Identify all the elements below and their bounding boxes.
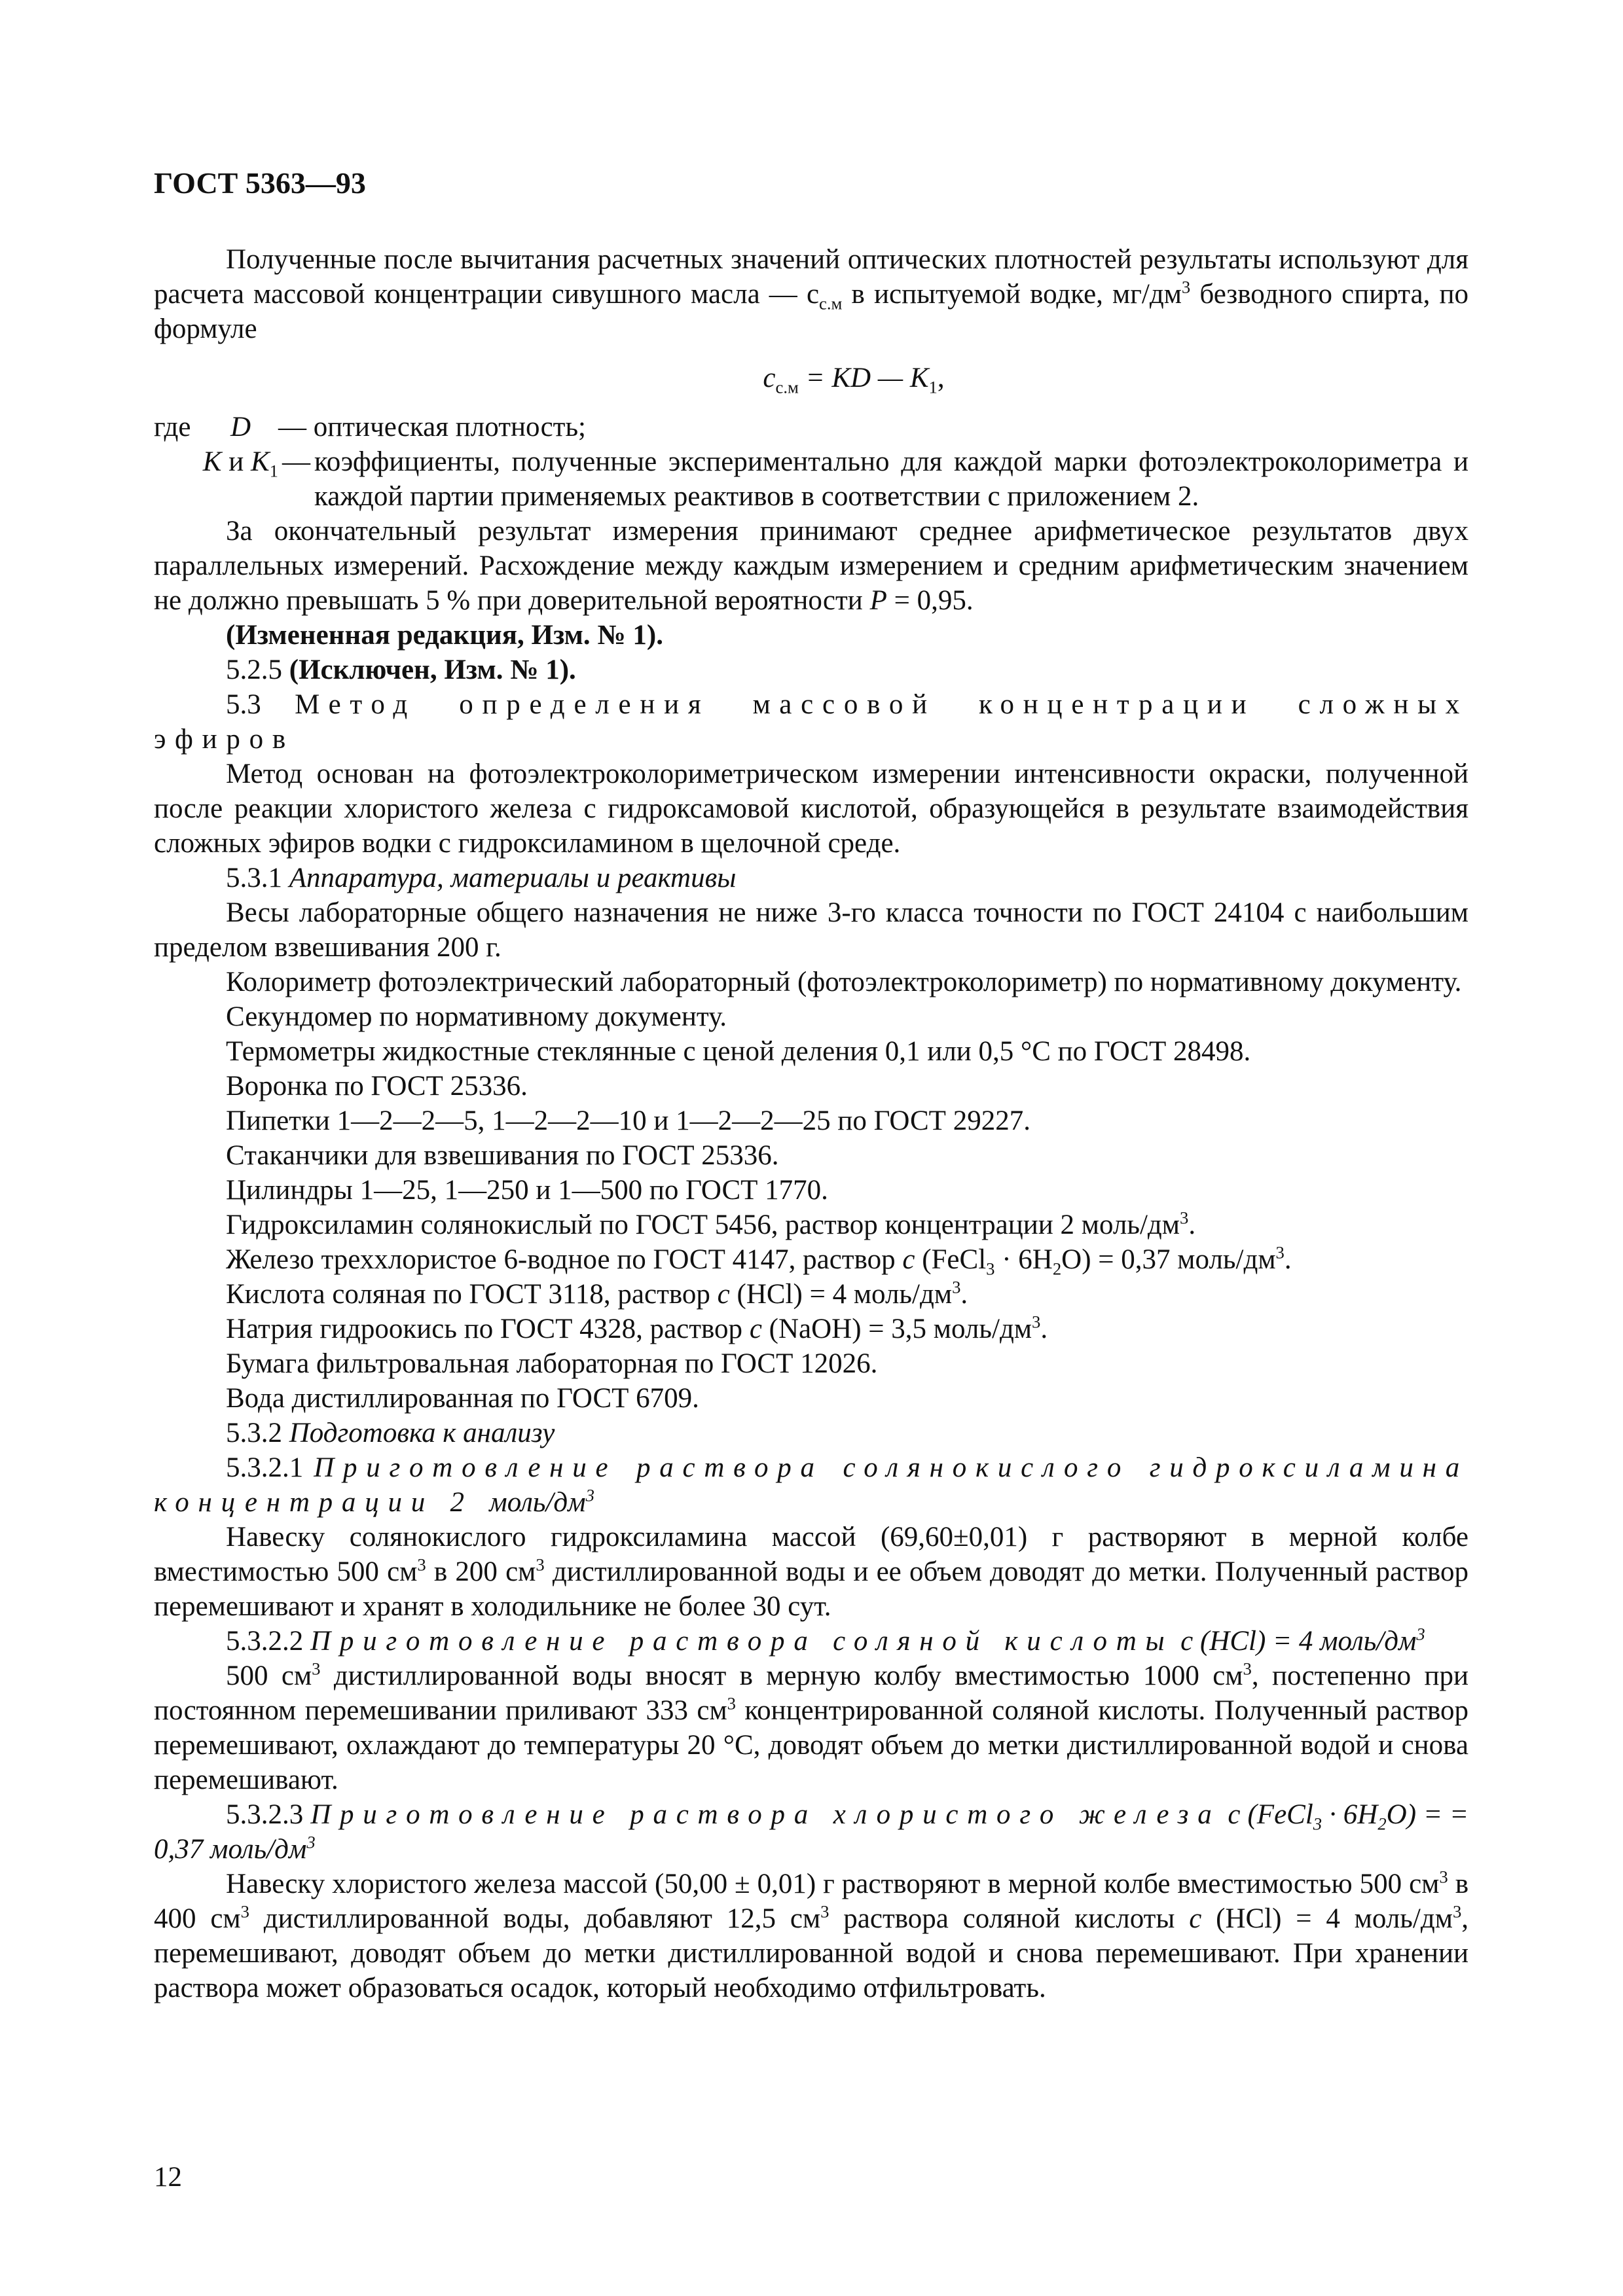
- dot: .: [1284, 1244, 1292, 1275]
- s5322-text-b: дистиллированной воды вносят в мерную колбу вместимостью 1000 см: [320, 1660, 1243, 1691]
- s53-number: 5.3: [226, 689, 261, 720]
- where-word: где: [154, 412, 191, 442]
- s5322-text-d: концентрированной соляной кислоты. Полученный раствор перемешивают, охлаждают до температуры 20 °С, доводят объем до метки дистиллированной водой и снова перемешивают.: [154, 1695, 1469, 1795]
- formula-left: c: [763, 363, 776, 393]
- dot: .: [1040, 1314, 1048, 1344]
- section-5-3-2-2-heading: [154, 1624, 1468, 1659]
- sub-2: 2: [1377, 1814, 1387, 1834]
- equipment-item: Воронка по ГОСТ 25336.: [226, 1071, 528, 1102]
- sup-3: 3: [820, 1901, 830, 1922]
- formula-end: ,: [937, 363, 945, 393]
- fe-text-c: · 6H: [994, 1244, 1053, 1275]
- section-5-3-2-3-heading: [154, 1797, 1468, 1867]
- sup-3: 3: [1275, 1242, 1285, 1263]
- sup-3: 3: [1452, 1901, 1462, 1922]
- page-content: [154, 242, 1468, 2005]
- page-number: 12: [154, 2162, 182, 2193]
- hcl-c: c: [717, 1279, 730, 1310]
- section-5-3-2-1-heading: [154, 1450, 1468, 1520]
- where-k-symbol: [154, 444, 278, 514]
- sup-3: 3: [1032, 1312, 1041, 1332]
- fe-sub3: 3: [986, 1259, 995, 1279]
- sup-3: 3: [306, 1832, 316, 1852]
- intro-sub: с.м: [819, 293, 843, 314]
- reagent-water: Вода дистиллированная по ГОСТ 6709.: [226, 1383, 699, 1414]
- s5321-text-c: дистиллированной воды и ее объем доводят до метки. Полученный раствор перемешивают и хранят в холодильнике не более 30 сут.: [154, 1556, 1468, 1622]
- section-5-3-2-2-text: [154, 1659, 1468, 1797]
- equipment-item: Колориметр фотоэлектрический лабораторный (фотоэлектроколориметр) по нормативному документу.: [226, 967, 1462, 997]
- fe-text-b: (FeCl: [915, 1244, 987, 1275]
- naoh-c: c: [749, 1314, 762, 1344]
- sup-3: 3: [727, 1693, 736, 1713]
- final-p: P: [869, 585, 887, 616]
- s531-title: Аппаратура, материалы и реактивы: [289, 863, 737, 893]
- concentration-formula: [154, 361, 1468, 395]
- equipment-item: Пипетки 1—2—2—5, 1—2—2—10 и 1—2—2—25 по ГОСТ 29227.: [226, 1105, 1030, 1136]
- intro-text: Полученные после вычитания расчетных значений оптических плотностей результаты используют для расчета массовой концентрации сивушного масла — c: [154, 244, 1468, 310]
- sup-3: 3: [1439, 1867, 1448, 1887]
- sup-3: 3: [312, 1659, 321, 1679]
- intro-paragraph: [154, 242, 1468, 346]
- where-k: [154, 444, 1468, 514]
- hcl-text-b: (HCl) = 4 моль/дм: [729, 1279, 953, 1310]
- sup-3: 3: [417, 1554, 426, 1575]
- equipment-item: Секундомер по нормативному документу.: [226, 1001, 727, 1032]
- final-text: За окончательный результат измерения принимают среднее арифметическое результатов двух параллельных измерений. Расхождение между каждым измерением и средним арифметическим значением не должно превышать 5 % при доверительной вероятности: [154, 516, 1468, 616]
- dot: .: [1188, 1210, 1196, 1240]
- sup-3: 3: [1179, 1208, 1189, 1228]
- s531-number: 5.3.1: [226, 863, 289, 893]
- sub-3: 3: [1313, 1814, 1322, 1834]
- where-d: [154, 410, 1468, 444]
- s5321-number: 5.3.2.1: [226, 1452, 314, 1483]
- s525-text: (Исключен, Изм. № 1).: [289, 655, 576, 685]
- hydroxylamine-text: Гидроксиламин солянокислый по ГОСТ 5456, раствор концентрации 2 моль/дм: [226, 1210, 1180, 1240]
- s5323-f-a: c (FeCl: [1220, 1799, 1313, 1830]
- intro-sup: 3: [1181, 277, 1191, 297]
- s5323-f-c: O) = = 0,37 моль/дм: [154, 1799, 1469, 1865]
- s5323-text-c: дистиллированной воды, добавляют 12,5 см: [249, 1903, 821, 1934]
- s5321-unit: моль/дм: [489, 1487, 586, 1518]
- sup-3: 3: [952, 1277, 961, 1297]
- section-5-3-2-3-text: [154, 1867, 1468, 2005]
- section-5-3-2-1-text: [154, 1520, 1468, 1624]
- reagent-iron-chloride: [154, 1242, 1468, 1277]
- section-5-3-2-heading: [154, 1416, 1468, 1450]
- sup-3: 3: [1416, 1624, 1425, 1644]
- where-k-and: и: [221, 446, 251, 477]
- section-5-3-heading: [154, 687, 1468, 757]
- equipment-item: Термометры жидкостные стеклянные с ценой деления 0,1 или 0,5 °С по ГОСТ 28498.: [226, 1036, 1251, 1067]
- fe-text-a: Железо треххлористое 6-водное по ГОСТ 4147, раствор: [226, 1244, 903, 1275]
- intro-cont: в испытуемой водке, мг/дм: [842, 279, 1182, 310]
- section-5-2-5: [154, 653, 1468, 687]
- where-k-dash: —: [282, 446, 310, 477]
- s5323-title: Приготовление раствора хлористого железа: [310, 1799, 1221, 1830]
- final-end: = 0,95.: [886, 585, 974, 616]
- fe-text-d: O) = 0,37 моль/дм: [1061, 1244, 1276, 1275]
- fe-sub2: 2: [1052, 1259, 1062, 1279]
- s5323-text-f: , перемешивают, доводят объем до метки дистиллированной водой и снова перемешивают. При хранении раствора может образоваться осадок, который необходимо отфильтровать.: [154, 1903, 1469, 2003]
- sup-3: 3: [1243, 1659, 1252, 1679]
- s5323-text-a: Навеску хлористого железа массой (50,00 ± 0,01) г растворяют в мерной колбе вместимостью 500 см: [226, 1869, 1440, 1899]
- dot: .: [960, 1279, 968, 1310]
- s5321-title: Приготовление раствора солянокислого гидроксиламина концентрации 2: [154, 1452, 1468, 1518]
- equipment-item: Стаканчики для взвешивания по ГОСТ 25336.: [226, 1140, 779, 1171]
- where-k-b: K: [250, 446, 270, 477]
- where-d-text: — оптическая плотность;: [278, 412, 586, 442]
- sup-3: 3: [536, 1554, 545, 1575]
- s5323-text-b: в 400 см: [154, 1869, 1468, 1934]
- equipment-item: Цилиндры 1—25, 1—250 и 1—500 по ГОСТ 1770.: [226, 1175, 828, 1206]
- s5321-text-a: Навеску солянокислого гидроксиламина массой (69,60±0,01) г растворяют в мерной колбе вместимостью 500 см: [154, 1522, 1468, 1587]
- where-k-text: коэффициенты, полученные экспериментально для каждой марки фотоэлектроколориметра и каждой партии применяемых реактивов в соответствии с приложением 2.: [314, 446, 1468, 512]
- final-result-paragraph: [154, 514, 1468, 618]
- s5322-text-a: 500 см: [226, 1660, 312, 1691]
- s532-title: Подготовка к анализу: [289, 1418, 555, 1448]
- s525-number: 5.2.5: [226, 655, 289, 685]
- sup-3: 3: [585, 1485, 594, 1505]
- s5322-title: Приготовление раствора соляной кислоты: [310, 1626, 1174, 1657]
- fe-c: c: [902, 1244, 915, 1275]
- formula-rhs-sub: 1: [928, 377, 938, 397]
- where-k-a: K: [202, 446, 222, 477]
- s5323-c: c: [1189, 1903, 1202, 1934]
- naoh-text-a: Натрия гидроокись по ГОСТ 4328, раствор: [226, 1314, 750, 1344]
- s53-title: Метод определения массовой концентрации сложных эфиров: [154, 689, 1468, 755]
- section-5-3-1-heading: [154, 861, 1468, 895]
- s5322-text-c: , постепенно при постоянном перемешивании приливают 333 см: [154, 1660, 1469, 1726]
- hcl-text-a: Кислота соляная по ГОСТ 3118, раствор: [226, 1279, 718, 1310]
- reagent-filter-paper: Бумага фильтровальная лабораторная по ГОСТ 12026.: [226, 1348, 878, 1379]
- section-5-3-text: Метод основан на фотоэлектроколориметрическом измерении интенсивности окраски, полученной после реакции хлористого железа с гидроксамовой кислотой, образующейся в результате взаимодействия сложных эфиров водки с гидроксиламином в щелочной среде.: [154, 759, 1468, 859]
- s5323-number: 5.3.2.3: [226, 1799, 311, 1830]
- s5322-formula: c (HCl) = 4 моль/дм: [1173, 1626, 1417, 1657]
- amendment-note: (Измененная редакция, Изм. № 1).: [226, 620, 663, 651]
- intro-end: безводного спирта, по формуле: [154, 279, 1468, 344]
- where-d-symbol: D: [230, 412, 251, 442]
- reagent-naoh: [154, 1312, 1468, 1346]
- s5323-f-b: · 6H: [1322, 1799, 1378, 1830]
- s5322-number: 5.3.2.2: [226, 1626, 310, 1657]
- where-k-sub: 1: [269, 461, 278, 481]
- naoh-text-b: (NaOH) = 3,5 моль/дм: [761, 1314, 1032, 1344]
- s5323-text-e: (HCl) = 4 моль/дм: [1201, 1903, 1453, 1934]
- document-header: ГОСТ 5363—93: [154, 166, 366, 200]
- s532-number: 5.3.2: [226, 1418, 289, 1448]
- formula-rhs: = KD — K: [798, 363, 929, 393]
- sup-3: 3: [240, 1901, 249, 1922]
- equipment-item: Весы лабораторные общего назначения не ниже 3-го класса точности по ГОСТ 24104 с наибольшим пределом взвешивания 200 г.: [154, 897, 1468, 963]
- s5323-text-d: раствора соляной кислоты: [829, 1903, 1190, 1934]
- reagent-hcl: [154, 1277, 1468, 1312]
- formula-left-sub: с.м: [775, 377, 799, 397]
- reagent-hydroxylamine: [154, 1208, 1468, 1242]
- s5321-text-b: в 200 см: [426, 1556, 536, 1587]
